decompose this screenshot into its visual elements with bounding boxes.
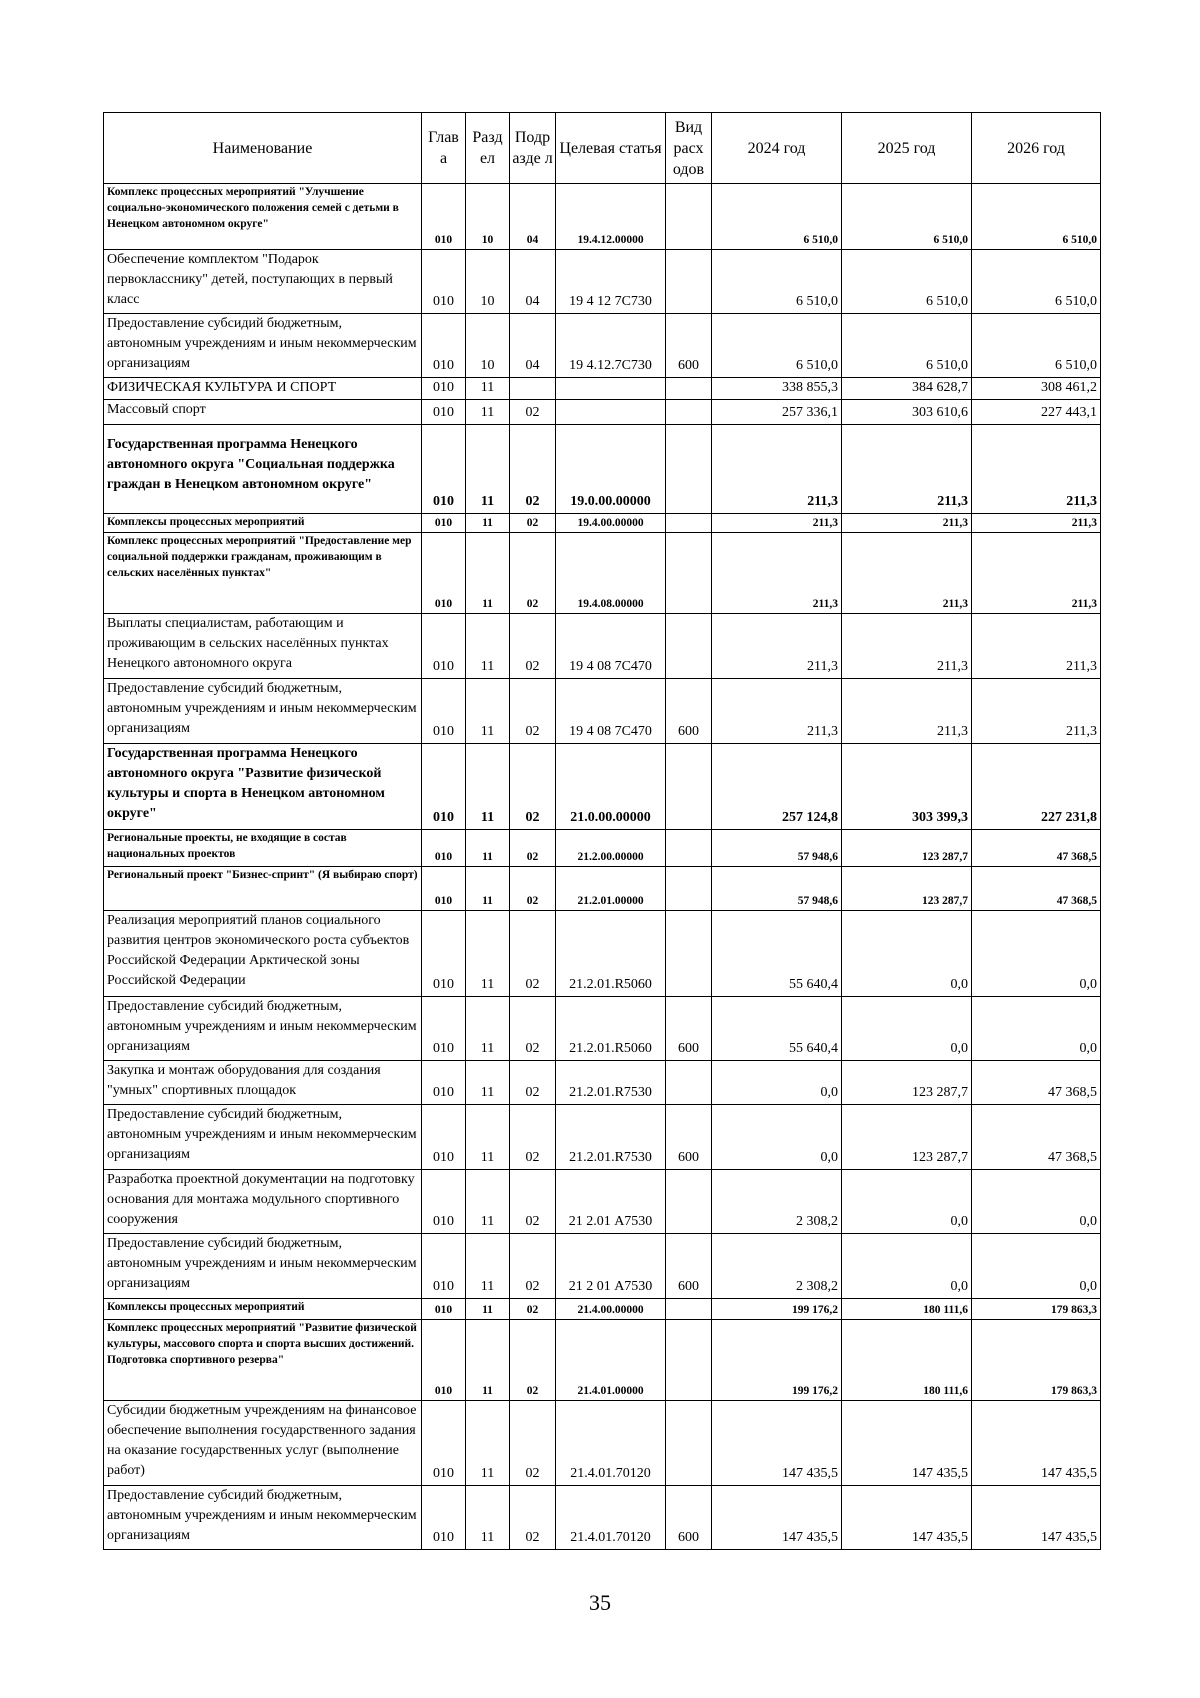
- row-2026: 227 443,1: [972, 400, 1101, 425]
- row-glava: 010: [422, 1299, 466, 1320]
- row-target: 19 4 08 7С470: [556, 614, 666, 679]
- table-row: [104, 679, 1101, 744]
- row-vid: [666, 1401, 712, 1486]
- row-vid: 600: [666, 1105, 712, 1170]
- table-header-row: [104, 113, 1101, 184]
- row-2026: 47 368,5: [972, 1105, 1101, 1170]
- row-podrazdel: 02: [510, 1401, 556, 1486]
- row-2025: 303 399,3: [842, 744, 972, 830]
- row-glava: 010: [422, 1105, 466, 1170]
- row-podrazdel: 02: [510, 1105, 556, 1170]
- page-number: 35: [589, 1590, 611, 1615]
- row-vid: 600: [666, 314, 712, 378]
- row-glava: 010: [422, 867, 466, 911]
- table-row: [104, 250, 1101, 314]
- row-name: Комплекс процессных мероприятий "Улучшение социально-экономического положения семей с детьми в Ненецком автономном округе": [104, 184, 422, 250]
- row-2024: 211,3: [712, 533, 842, 614]
- row-target: [556, 378, 666, 400]
- row-name: Массовый спорт: [104, 400, 422, 425]
- row-podrazdel: 02: [510, 997, 556, 1061]
- row-2024: 2 308,2: [712, 1234, 842, 1299]
- row-podrazdel: 02: [510, 830, 556, 867]
- row-glava: 010: [422, 997, 466, 1061]
- row-glava: 010: [422, 400, 466, 425]
- row-2025: 0,0: [842, 997, 972, 1061]
- row-vid: [666, 533, 712, 614]
- row-razdel: 11: [466, 1401, 510, 1486]
- row-podrazdel: 04: [510, 314, 556, 378]
- row-target: 19.4.00.00000: [556, 514, 666, 533]
- table-row: [104, 867, 1101, 911]
- row-2025: 123 287,7: [842, 1061, 972, 1105]
- row-name: Предоставление субсидий бюджетным, автономным учреждениям и иным некоммерческим организациям: [104, 679, 422, 744]
- row-vid: [666, 400, 712, 425]
- row-vid: [666, 911, 712, 997]
- row-razdel: 11: [466, 1234, 510, 1299]
- row-2026: 0,0: [972, 1234, 1101, 1299]
- row-podrazdel: 02: [510, 679, 556, 744]
- row-2024: 57 948,6: [712, 830, 842, 867]
- row-2025: 211,3: [842, 679, 972, 744]
- row-target: 19 4.12.7С730: [556, 314, 666, 378]
- row-glava: 010: [422, 1234, 466, 1299]
- row-target: 19 4 12 7С730: [556, 250, 666, 314]
- row-2026: 227 231,8: [972, 744, 1101, 830]
- row-vid: [666, 830, 712, 867]
- row-2026: 308 461,2: [972, 378, 1101, 400]
- table-row: [104, 1105, 1101, 1170]
- table-row: [104, 997, 1101, 1061]
- row-razdel: 11: [466, 1486, 510, 1550]
- row-2025: 211,3: [842, 614, 972, 679]
- row-name: ФИЗИЧЕСКАЯ КУЛЬТУРА И СПОРТ: [104, 378, 422, 400]
- row-razdel: 11: [466, 378, 510, 400]
- row-target: 21.0.00.00000: [556, 744, 666, 830]
- row-2026: 6 510,0: [972, 250, 1101, 314]
- row-glava: 010: [422, 830, 466, 867]
- row-target: 21 2 01 А7530: [556, 1234, 666, 1299]
- header-2024: 2024 год: [712, 113, 842, 184]
- header-vid: Вид расх одов: [666, 113, 712, 184]
- table-row: [104, 614, 1101, 679]
- row-razdel: 11: [466, 614, 510, 679]
- row-podrazdel: 02: [510, 911, 556, 997]
- header-glava: Глав а: [422, 113, 466, 184]
- row-vid: [666, 1061, 712, 1105]
- header-target: Целевая статья: [556, 113, 666, 184]
- row-name: Государственная программа Ненецкого автономного округа "Развитие физической культуры и спорта в Ненецком автономном округе": [104, 744, 422, 830]
- row-vid: [666, 614, 712, 679]
- row-2024: 147 435,5: [712, 1401, 842, 1486]
- row-2024: 199 176,2: [712, 1320, 842, 1401]
- row-2025: 6 510,0: [842, 314, 972, 378]
- row-razdel: 11: [466, 514, 510, 533]
- row-vid: 600: [666, 679, 712, 744]
- row-2024: 211,3: [712, 679, 842, 744]
- row-2026: 0,0: [972, 997, 1101, 1061]
- row-target: 21.2.01.R5060: [556, 997, 666, 1061]
- header-podrazdel: Подр азде л: [510, 113, 556, 184]
- row-2024: 6 510,0: [712, 250, 842, 314]
- row-2026: 211,3: [972, 614, 1101, 679]
- row-2025: 0,0: [842, 911, 972, 997]
- row-target: [556, 400, 666, 425]
- row-vid: [666, 514, 712, 533]
- row-target: 19 4 08 7С470: [556, 679, 666, 744]
- row-2026: 147 435,5: [972, 1486, 1101, 1550]
- row-name: Комплексы процессных мероприятий: [104, 1299, 422, 1320]
- row-target: 19.4.12.00000: [556, 184, 666, 250]
- row-podrazdel: 04: [510, 250, 556, 314]
- row-vid: [666, 744, 712, 830]
- header-razdel: Разд ел: [466, 113, 510, 184]
- row-name: Реализация мероприятий планов социального развития центров экономического роста субъектов Российской Федерации Арктической зоны Российской Федерации: [104, 911, 422, 997]
- row-2024: 6 510,0: [712, 314, 842, 378]
- row-podrazdel: 02: [510, 1170, 556, 1234]
- row-razdel: 11: [466, 997, 510, 1061]
- row-name: Предоставление субсидий бюджетным, автономным учреждениям и иным некоммерческим организациям: [104, 314, 422, 378]
- row-glava: 010: [422, 314, 466, 378]
- row-glava: 010: [422, 1170, 466, 1234]
- table-row: [104, 514, 1101, 533]
- row-2024: 257 124,8: [712, 744, 842, 830]
- row-razdel: 11: [466, 425, 510, 514]
- row-2025: 211,3: [842, 514, 972, 533]
- header-2025: 2025 год: [842, 113, 972, 184]
- row-glava: 010: [422, 744, 466, 830]
- row-2026: 211,3: [972, 679, 1101, 744]
- row-razdel: 11: [466, 400, 510, 425]
- row-podrazdel: 02: [510, 867, 556, 911]
- row-vid: 600: [666, 1234, 712, 1299]
- row-name: Предоставление субсидий бюджетным, автономным учреждениям и иным некоммерческим организациям: [104, 997, 422, 1061]
- row-name: Разработка проектной документации на подготовку основания для монтажа модульного спортивного сооружения: [104, 1170, 422, 1234]
- row-2026: 179 863,3: [972, 1299, 1101, 1320]
- row-name: Региональные проекты, не входящие в состав национальных проектов: [104, 830, 422, 867]
- row-razdel: 10: [466, 250, 510, 314]
- table-row: [104, 1401, 1101, 1486]
- row-glava: 010: [422, 679, 466, 744]
- table-row: [104, 184, 1101, 250]
- row-vid: [666, 1170, 712, 1234]
- row-glava: 010: [422, 425, 466, 514]
- row-2024: 211,3: [712, 425, 842, 514]
- row-2026: 0,0: [972, 911, 1101, 997]
- row-glava: 010: [422, 378, 466, 400]
- row-podrazdel: 02: [510, 614, 556, 679]
- row-podrazdel: 02: [510, 400, 556, 425]
- row-razdel: 11: [466, 867, 510, 911]
- table-row: [104, 830, 1101, 867]
- row-2026: 47 368,5: [972, 830, 1101, 867]
- row-2026: 47 368,5: [972, 1061, 1101, 1105]
- table-row: [104, 911, 1101, 997]
- row-2024: 55 640,4: [712, 997, 842, 1061]
- row-2025: 0,0: [842, 1234, 972, 1299]
- row-target: 21.4.01.00000: [556, 1320, 666, 1401]
- row-glava: 010: [422, 533, 466, 614]
- row-razdel: 11: [466, 1061, 510, 1105]
- row-2025: 0,0: [842, 1170, 972, 1234]
- row-razdel: 11: [466, 679, 510, 744]
- row-2024: 6 510,0: [712, 184, 842, 250]
- row-2024: 147 435,5: [712, 1486, 842, 1550]
- row-name: Государственная программа Ненецкого автономного округа "Социальная поддержка граждан в Ненецком автономном округе": [104, 425, 422, 514]
- row-2026: 211,3: [972, 533, 1101, 614]
- row-podrazdel: 02: [510, 533, 556, 614]
- row-glava: 010: [422, 1061, 466, 1105]
- row-vid: [666, 184, 712, 250]
- row-2026: 211,3: [972, 514, 1101, 533]
- row-vid: 600: [666, 997, 712, 1061]
- row-vid: [666, 378, 712, 400]
- row-target: 21.2.00.00000: [556, 830, 666, 867]
- row-2025: 123 287,7: [842, 830, 972, 867]
- row-2026: 211,3: [972, 425, 1101, 514]
- row-glava: 010: [422, 184, 466, 250]
- row-2024: 338 855,3: [712, 378, 842, 400]
- row-podrazdel: 02: [510, 425, 556, 514]
- row-2026: 179 863,3: [972, 1320, 1101, 1401]
- row-podrazdel: 02: [510, 514, 556, 533]
- table-row: [104, 400, 1101, 425]
- header-name: Наименование: [104, 113, 422, 184]
- row-target: 21.4.01.70120: [556, 1401, 666, 1486]
- row-razdel: 11: [466, 1170, 510, 1234]
- row-name: Предоставление субсидий бюджетным, автономным учреждениям и иным некоммерческим организациям: [104, 1234, 422, 1299]
- row-razdel: 11: [466, 830, 510, 867]
- header-2026: 2026 год: [972, 113, 1101, 184]
- row-podrazdel: [510, 378, 556, 400]
- row-vid: [666, 867, 712, 911]
- row-glava: 010: [422, 1401, 466, 1486]
- row-2026: 6 510,0: [972, 314, 1101, 378]
- row-podrazdel: 02: [510, 1061, 556, 1105]
- budget-table: [103, 112, 1101, 1550]
- row-2025: 123 287,7: [842, 867, 972, 911]
- row-2026: 147 435,5: [972, 1401, 1101, 1486]
- row-2024: 211,3: [712, 614, 842, 679]
- row-razdel: 11: [466, 533, 510, 614]
- row-name: Региональный проект "Бизнес-спринт" (Я выбираю спорт): [104, 867, 422, 911]
- row-2024: 0,0: [712, 1061, 842, 1105]
- row-2025: 147 435,5: [842, 1486, 972, 1550]
- row-vid: [666, 425, 712, 514]
- row-2026: 0,0: [972, 1170, 1101, 1234]
- row-2024: 257 336,1: [712, 400, 842, 425]
- row-glava: 010: [422, 911, 466, 997]
- row-razdel: 11: [466, 1299, 510, 1320]
- row-razdel: 11: [466, 1105, 510, 1170]
- row-target: 21.2.01.R7530: [556, 1061, 666, 1105]
- row-name: Комплексы процессных мероприятий: [104, 514, 422, 533]
- table-row: [104, 744, 1101, 830]
- row-target: 21.4.01.70120: [556, 1486, 666, 1550]
- table-row: [104, 1486, 1101, 1550]
- row-2025: 211,3: [842, 533, 972, 614]
- row-glava: 010: [422, 1320, 466, 1401]
- row-razdel: 10: [466, 184, 510, 250]
- table-row: [104, 425, 1101, 514]
- row-podrazdel: 02: [510, 1299, 556, 1320]
- table-row: [104, 1061, 1101, 1105]
- row-target: 21.2.01.00000: [556, 867, 666, 911]
- row-name: Комплекс процессных мероприятий "Предоставление мер социальной поддержки гражданам, проживающим в сельских населённых пунктах": [104, 533, 422, 614]
- row-2025: 147 435,5: [842, 1401, 972, 1486]
- row-vid: [666, 1299, 712, 1320]
- row-target: 19.0.00.00000: [556, 425, 666, 514]
- row-glava: 010: [422, 614, 466, 679]
- row-target: 21.2.01.R5060: [556, 911, 666, 997]
- table-row: [104, 314, 1101, 378]
- row-2024: 199 176,2: [712, 1299, 842, 1320]
- row-2025: 6 510,0: [842, 250, 972, 314]
- row-razdel: 11: [466, 1320, 510, 1401]
- row-2024: 2 308,2: [712, 1170, 842, 1234]
- row-2024: 55 640,4: [712, 911, 842, 997]
- row-2024: 57 948,6: [712, 867, 842, 911]
- row-razdel: 11: [466, 911, 510, 997]
- row-2024: 211,3: [712, 514, 842, 533]
- row-2025: 384 628,7: [842, 378, 972, 400]
- table-row: [104, 1299, 1101, 1320]
- row-vid: 600: [666, 1486, 712, 1550]
- table-row: [104, 1234, 1101, 1299]
- row-podrazdel: 02: [510, 744, 556, 830]
- row-2026: 6 510,0: [972, 184, 1101, 250]
- row-razdel: 11: [466, 744, 510, 830]
- row-name: Обеспечение комплектом "Подарок первокласснику" детей, поступающих в первый класс: [104, 250, 422, 314]
- row-glava: 010: [422, 514, 466, 533]
- row-vid: [666, 1320, 712, 1401]
- row-glava: 010: [422, 1486, 466, 1550]
- row-podrazdel: 02: [510, 1234, 556, 1299]
- table-row: [104, 1320, 1101, 1401]
- row-name: Комплекс процессных мероприятий "Развитие физической культуры, массового спорта и спорта высших достижений. Подготовка спортивного резерва": [104, 1320, 422, 1401]
- row-target: 21.2.01.R7530: [556, 1105, 666, 1170]
- row-name: Предоставление субсидий бюджетным, автономным учреждениям и иным некоммерческим организациям: [104, 1486, 422, 1550]
- row-2025: 180 111,6: [842, 1320, 972, 1401]
- row-target: 19.4.08.00000: [556, 533, 666, 614]
- row-target: 21 2.01 А7530: [556, 1170, 666, 1234]
- row-2025: 123 287,7: [842, 1105, 972, 1170]
- row-podrazdel: 04: [510, 184, 556, 250]
- row-glava: 010: [422, 250, 466, 314]
- table-row: [104, 533, 1101, 614]
- table-row: [104, 378, 1101, 400]
- row-2025: 6 510,0: [842, 184, 972, 250]
- row-name: Закупка и монтаж оборудования для создания "умных" спортивных площадок: [104, 1061, 422, 1105]
- row-target: 21.4.00.00000: [556, 1299, 666, 1320]
- row-razdel: 10: [466, 314, 510, 378]
- row-2025: 303 610,6: [842, 400, 972, 425]
- row-2025: 180 111,6: [842, 1299, 972, 1320]
- row-vid: [666, 250, 712, 314]
- row-name: Субсидии бюджетным учреждениям на финансовое обеспечение выполнения государственного задания на оказание государственных услуг (выполнение работ): [104, 1401, 422, 1486]
- row-2026: 47 368,5: [972, 867, 1101, 911]
- row-podrazdel: 02: [510, 1486, 556, 1550]
- row-2025: 211,3: [842, 425, 972, 514]
- table-row: [104, 1170, 1101, 1234]
- row-name: Выплаты специалистам, работающим и проживающим в сельских населённых пунктах Ненецкого автономного округа: [104, 614, 422, 679]
- row-name: Предоставление субсидий бюджетным, автономным учреждениям и иным некоммерческим организациям: [104, 1105, 422, 1170]
- row-podrazdel: 02: [510, 1320, 556, 1401]
- row-2024: 0,0: [712, 1105, 842, 1170]
